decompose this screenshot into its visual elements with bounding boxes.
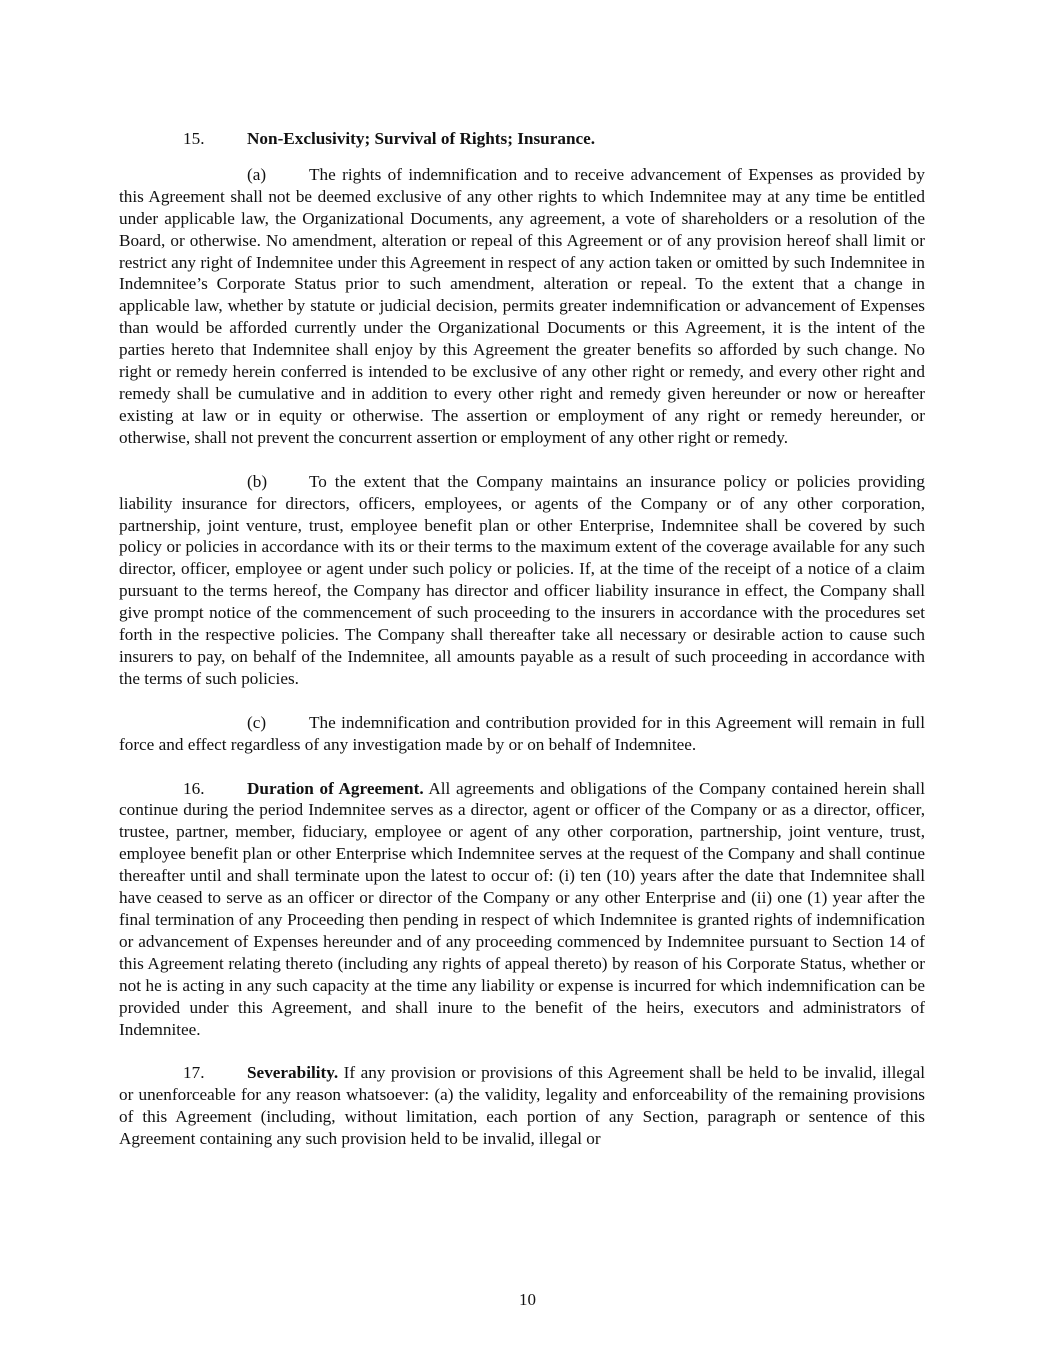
- section-15c-paragraph: [119, 712, 925, 756]
- section-15-number: 15.: [183, 129, 205, 148]
- section-16-text: All agreements and obligations of the Company contained herein shall continue during the period Indemnitee serves as a director, agent or officer of the Company or as a director, officer, trustee, partner, member, fiduciary, employee or agent of any other corporation, partnership, joint venture, trust, employee benefit plan or other Enterprise which Indemnitee serves at the request of the Company and shall continue thereafter until and shall terminate upon the latest to occur of: (i) ten (10) years after the date that Indemnitee shall have ceased to serve as an officer or director of the Company or any other Enterprise and (ii) one (1) year after the final termination of any Proceeding then pending in respect of which Indemnitee is granted rights of indemnification or advancement of Expenses hereunder and of any proceeding commenced by Indemnitee pursuant to Section 14 of this Agreement relating thereto (including any rights of appeal thereto) by reason of his Corporate Status, whether or not he is acting in any such capacity at the time any liability or expense is incurred for which indemnification can be provided under this Agreement, and shall inure to the benefit of the heirs, executors and administrators of Indemnitee.: [119, 778, 925, 1039]
- section-17-text: If any provision or provisions of this Agreement shall be held to be invalid, illegal or unenforceable for any reason whatsoever: (a) the validity, legality and enforceability of the remaining provisions of this Agreement (including, without limitation, each portion of any Section, paragraph or sentence of this Agreement containing any such provision held to be invalid, illegal or: [119, 1063, 925, 1149]
- section-15c-text: The indemnification and contribution provided for in this Agreement will remain in full force and effect regardless of any investigation made by or on behalf of Indemnitee.: [119, 712, 925, 754]
- section-15c-label: (c): [247, 712, 267, 732]
- section-15a-text: The rights of indemnification and to receive advancement of Expenses as provided by this Agreement shall not be deemed exclusive of any other rights to which Indemnitee may at any time be entitled under applicable law, the Organizational Documents, any agreement, a vote of shareholders or a resolution of the Board, or otherwise. No amendment, alteration or repeal of this Agreement or of any provision hereof shall limit or restrict any right of Indemnitee under this Agreement in respect of any action taken or omitted by such Indemnitee in Indemnitee’s Corporate Status prior to such amendment, alteration or repeal. To the extent that a change in applicable law, whether by statute or judicial decision, permits greater indemnification or advancement of Expenses than would be afforded currently under the Organizational Documents or this Agreement, it is the intent of the parties hereto that Indemnitee shall enjoy by this Agreement the greater benefits so afforded by such change. No right or remedy herein conferred is intended to be exclusive of any other right or remedy, and every other right and remedy shall be cumulative and in addition to every other right and remedy given hereunder or now or hereafter existing at law or in equity or otherwise. The assertion or employment of any right or remedy hereunder, or otherwise, shall not prevent the concurrent assertion or employment of any other right or remedy.: [119, 164, 925, 447]
- section-15a-label: (a): [247, 164, 267, 184]
- document-body: [119, 128, 925, 1172]
- section-16-number: 16.: [183, 778, 205, 798]
- page-number: 10: [519, 1290, 536, 1309]
- section-15a-paragraph: [119, 164, 925, 449]
- section-15b-label: (b): [247, 471, 268, 491]
- section-17-paragraph: [119, 1062, 925, 1150]
- section-15-heading: [119, 128, 925, 150]
- section-17-title: Severability.: [247, 1063, 339, 1083]
- section-17-number: 17.: [183, 1063, 205, 1083]
- section-16-paragraph: [119, 778, 925, 1041]
- section-15b-paragraph: [119, 471, 925, 690]
- section-15b-text: To the extent that the Company maintains an insurance policy or policies providing liability insurance for directors, officers, employees, or agents of the Company or of any other corporation, partnership, joint venture, trust, employee benefit plan or other Enterprise, Indemnitee shall be covered by such policy or policies in accordance with its or their terms to the maximum extent of the coverage available for any such director, officer, employee or agent under such policy or policies. If, at the time of the receipt of a notice of a claim pursuant to the terms hereof, the Company has director and officer liability insurance in effect, the Company shall give prompt notice of the commencement of such proceeding to the insurers in accordance with the procedures set forth in the respective policies. The Company shall thereafter take all necessary or desirable action to cause such insurers to pay, on behalf of the Indemnitee, all amounts payable as a result of such proceeding in accordance with the terms of such policies.: [119, 471, 925, 688]
- section-15-title: Non-Exclusivity; Survival of Rights; Insurance.: [247, 129, 596, 148]
- section-16-title: Duration of Agreement.: [247, 778, 424, 798]
